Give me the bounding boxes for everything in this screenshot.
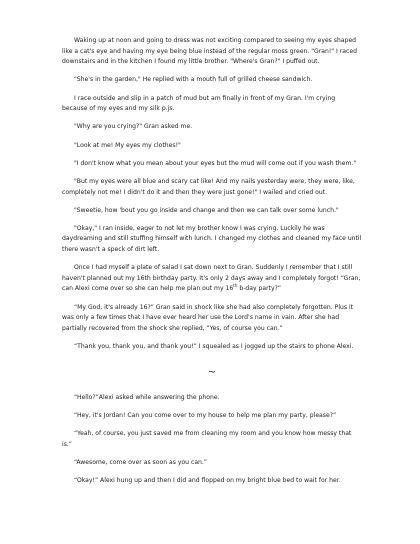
ordinal-superscript: th <box>233 283 238 289</box>
story-paragraph: “Yeah, of course, you just saved me from cleaning my room and you know how messy that is.” <box>62 429 352 448</box>
story-paragraph: “Thank you, thank you, and thank you!” I squealed as I jogged up the stairs to phone Alexi. <box>74 343 354 350</box>
story-paragraph: "Sweetie, how 'bout you go inside and change and then we can talk over some lunch." <box>74 206 339 214</box>
document-page <box>62 36 362 494</box>
story-paragraph: "Okay," I ran inside, eager to not let my brother know I was crying. Luckily he was daydreaming and still stuffing himself with lunch. I changed my clothes and cleaned my face until there wasn't a speck of dirt left. <box>62 224 362 254</box>
party-text-start: Once I had myself a plate of salad I sat down next to Gran. Suddenly I remember that I still haven't planned out my 16th birthday party. It's only 2 days away and I completely forgot! “Gran, can Alexi come over so she can help me plan out my 16 <box>62 264 361 293</box>
story-paragraph: "Look at me! My eyes my clothes!" <box>74 141 181 149</box>
story-paragraph: “My God, it's already 16?” Gran said in shock like she had also completely forgotten. Plus it was only a few times that I have ever heard her use the Lord's name in vain. After she had partially recovered from the shock she replied, “Yes, of course you can.” <box>62 303 354 332</box>
story-paragraph: "But my eyes were all blue and scary cat like! And my nails yesterday were, they were, like, completely not me! I didn't do it and then they were just gone!" I wailed and cried out. <box>62 177 355 196</box>
story-paragraph: "I don't know what you mean about your eyes but the mud will come out if you wash them." <box>74 159 357 167</box>
story-paragraph: “Hello?”Alexi asked while answering the phone. <box>74 393 220 401</box>
story-paragraph: I race outside and slip in a patch of mud but am finally in front of my Gran. I'm crying because of my eyes and my silk p.js. <box>62 94 336 113</box>
story-paragraph: “Okay!” Alexi hung up and then I did and flopped on my bright blue bed to wait for her. <box>74 476 341 484</box>
section-break-tilde: ~ <box>207 366 217 378</box>
story-paragraph: “Awesome, come over as soon as you can.” <box>74 458 208 466</box>
party-text-end: b-day party?” <box>237 285 282 293</box>
story-paragraph-party <box>62 263 362 295</box>
story-paragraph: "Why are you crying?" Gran asked me. <box>74 123 193 131</box>
story-paragraph: "She's in the garden," He replied with a mouth full of grilled cheese sandwich. <box>74 76 313 84</box>
story-paragraph: “Hey, it's Jordan! Can you come over to my house to help me plan my party, please?” <box>74 411 337 419</box>
story-paragraph: Waking up at noon and going to dress was not exciting compared to seeing my eyes shaped like a cat's eye and having my eye being blue instead of the regular moss green. "Gran!" I raced downstairs and in the kitchen I found my little brother. "Where's Gran?" I puffed out. <box>62 37 357 66</box>
